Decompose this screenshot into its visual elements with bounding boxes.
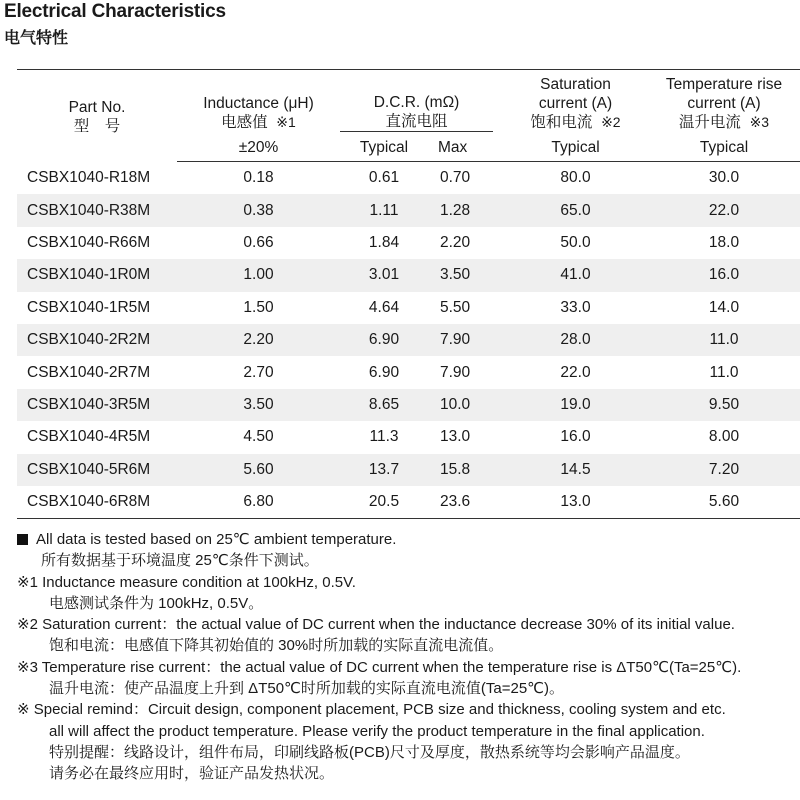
header-dcr-en: D.C.R. (mΩ) <box>373 94 460 111</box>
dcr-typical-cell: 1.84 <box>368 233 400 251</box>
temp-rise-cell: 14.0 <box>708 298 740 316</box>
note-4-cn-line2: 请务必在最终应用时，验证产品发热状况。 <box>49 765 335 783</box>
table-row <box>17 421 800 453</box>
header-dcr <box>340 70 503 135</box>
dcr-typical-cell: 20.5 <box>340 486 428 519</box>
header-saturation <box>503 70 648 135</box>
dcr-typical-cell: 8.65 <box>340 389 428 421</box>
dcr-max-cell: 5.50 <box>440 298 471 316</box>
note-4-en-line2: all will affect the product temperature. Please verify the product temperature in the final application. <box>49 722 705 740</box>
note-3-cn: 温升电流：使产品温度上升到 ΔT50℃时所加载的实际直流电流值(Ta=25℃)。 <box>49 680 565 698</box>
square-bullet-icon <box>17 534 28 545</box>
dcr-typical-cell: 11.3 <box>369 428 399 446</box>
header-part-no-en: Part No. <box>68 98 126 116</box>
header-temp-rise-line2: current (A) <box>687 95 761 112</box>
header-part-no-cn: 型 号 <box>73 117 121 135</box>
temp-rise-cell: 11.0 <box>648 324 800 356</box>
dcr-max-cell: 3.50 <box>428 259 503 291</box>
header-inductance-cn: 电感值 <box>221 114 268 131</box>
note-4-cn-line1: 特别提醒：线路设计，组件布局，印刷线路板(PCB)尺寸及厚度，散热系统等均会影响产品温度。 <box>49 743 690 761</box>
part-number-cell: CSBX1040-1R0M <box>17 259 177 291</box>
dcr-typical-cell: 6.90 <box>340 324 428 356</box>
inductance-cell: 0.38 <box>177 194 340 226</box>
saturation-cell: 33.0 <box>560 298 591 316</box>
dcr-max-cell: 23.6 <box>428 486 503 519</box>
inductance-cell: 1.00 <box>177 259 340 291</box>
temp-rise-cell: 9.50 <box>648 389 800 421</box>
header-temp-rise-note: ※3 <box>749 114 770 130</box>
temp-rise-cell: 7.20 <box>648 454 800 486</box>
header-temp-rise-cn: 温升电流 <box>678 114 741 131</box>
temp-rise-cell: 11.0 <box>709 363 739 381</box>
notes-section <box>17 529 797 785</box>
inductance-cell: 2.70 <box>243 363 274 381</box>
note-2-cn: 饱和电流：电感值下降其初始值的 30%时所加载的实际直流电流值。 <box>49 637 504 655</box>
temp-rise-cell: 18.0 <box>708 233 740 251</box>
temp-rise-cell: 16.0 <box>648 259 800 291</box>
note-general-cn: 所有数据基于环境温度 25℃条件下测试。 <box>41 552 319 570</box>
dcr-typical-cell: 1.11 <box>340 194 428 226</box>
dcr-typical-cell: 13.7 <box>340 454 428 486</box>
table-row <box>17 389 800 421</box>
electrical-characteristics-table <box>17 69 800 519</box>
note-1-en: ※1 Inductance measure condition at 100kHz, 0.5V. <box>17 573 356 591</box>
table-row <box>17 454 800 486</box>
table-row <box>17 356 800 388</box>
saturation-cell: 13.0 <box>503 486 648 519</box>
header-part-no <box>17 70 177 162</box>
header-dcr-typical: Typical <box>340 134 428 162</box>
dcr-typical-cell: 4.64 <box>368 298 400 316</box>
header-saturation-typical: Typical <box>503 134 648 162</box>
header-temp-rise-line1: Temperature rise <box>665 76 783 93</box>
inductance-cell: 5.60 <box>177 454 340 486</box>
inductance-cell: 0.18 <box>243 169 274 187</box>
dcr-max-cell: 2.20 <box>440 233 471 251</box>
dcr-max-cell: 7.90 <box>428 324 503 356</box>
page-title: Electrical Characteristics <box>4 1 226 22</box>
part-number-cell: CSBX1040-2R2M <box>17 324 177 356</box>
table-row <box>17 194 800 226</box>
dcr-max-cell: 13.0 <box>440 428 471 446</box>
inductance-cell: 6.80 <box>177 486 340 519</box>
header-tolerance: ±20% <box>177 134 340 162</box>
saturation-cell: 14.5 <box>503 454 648 486</box>
part-number-cell: CSBX1040-1R5M <box>27 298 151 316</box>
temp-rise-cell: 5.60 <box>648 486 800 519</box>
header-dcr-cn: 直流电阻 <box>385 113 448 130</box>
saturation-cell: 16.0 <box>560 428 591 446</box>
saturation-cell: 65.0 <box>503 194 648 226</box>
note-1-cn: 电感测试条件为 100kHz, 0.5V。 <box>49 594 264 612</box>
inductance-cell: 2.20 <box>177 324 340 356</box>
note-general-en: All data is tested based on 25℃ ambient temperature. <box>36 531 397 548</box>
header-dcr-max: Max <box>428 134 503 162</box>
inductance-cell: 3.50 <box>177 389 340 421</box>
saturation-cell: 19.0 <box>503 389 648 421</box>
header-saturation-cn: 饱和电流 <box>530 114 593 131</box>
dcr-max-cell: 7.90 <box>440 363 471 381</box>
inductance-cell: 1.50 <box>243 298 274 316</box>
part-number-cell: CSBX1040-R66M <box>27 233 151 251</box>
table-row <box>17 324 800 356</box>
saturation-cell: 22.0 <box>560 363 591 381</box>
header-inductance-note: ※1 <box>276 114 296 130</box>
saturation-cell: 41.0 <box>503 259 648 291</box>
note-3-en: ※3 Temperature rise current：the actual value of DC current when the temperature rise is ΔT50℃(Ta=25℃). <box>17 658 742 676</box>
saturation-cell: 80.0 <box>560 169 591 187</box>
part-number-cell: CSBX1040-3R5M <box>17 389 177 421</box>
table-row <box>17 486 800 519</box>
page-title-cn: 电气特性 <box>4 30 69 47</box>
header-temp-rise-typical: Typical <box>648 134 800 162</box>
dcr-max-cell: 0.70 <box>440 169 471 187</box>
inductance-cell: 0.66 <box>243 233 274 251</box>
header-saturation-line2: current (A) <box>538 95 613 112</box>
note-4-en-line1: ※ Special remind：Circuit design, component placement, PCB size and thickness, cooling system and etc. <box>17 701 726 719</box>
table-row <box>17 227 800 259</box>
saturation-cell: 50.0 <box>560 233 591 251</box>
table-row <box>17 162 800 195</box>
inductance-cell: 4.50 <box>243 428 274 446</box>
part-number-cell: CSBX1040-5R6M <box>17 454 177 486</box>
note-2-en: ※2 Saturation current：the actual value of DC current when the inductance decrease 30% of its initial value. <box>17 616 735 634</box>
part-number-cell: CSBX1040-6R8M <box>17 486 177 519</box>
temp-rise-cell: 22.0 <box>648 194 800 226</box>
dcr-max-cell: 15.8 <box>428 454 503 486</box>
part-number-cell: CSBX1040-4R5M <box>27 428 151 446</box>
dcr-typical-cell: 6.90 <box>368 363 400 381</box>
header-inductance-en: Inductance (μH) <box>203 95 314 112</box>
temp-rise-cell: 30.0 <box>708 169 740 187</box>
part-number-cell: CSBX1040-2R7M <box>27 363 151 381</box>
dcr-max-cell: 10.0 <box>428 389 503 421</box>
header-temp-rise <box>648 70 800 135</box>
part-number-cell: CSBX1040-R38M <box>17 194 177 226</box>
dcr-max-cell: 1.28 <box>428 194 503 226</box>
header-inductance <box>177 70 340 135</box>
table-row <box>17 259 800 291</box>
table-row <box>17 292 800 324</box>
saturation-cell: 28.0 <box>503 324 648 356</box>
part-number-cell: CSBX1040-R18M <box>27 168 151 186</box>
header-saturation-line1: Saturation <box>540 76 611 93</box>
temp-rise-cell: 8.00 <box>708 428 740 446</box>
dcr-typical-cell: 0.61 <box>368 169 400 187</box>
header-saturation-note: ※2 <box>601 114 621 130</box>
dcr-typical-cell: 3.01 <box>340 259 428 291</box>
